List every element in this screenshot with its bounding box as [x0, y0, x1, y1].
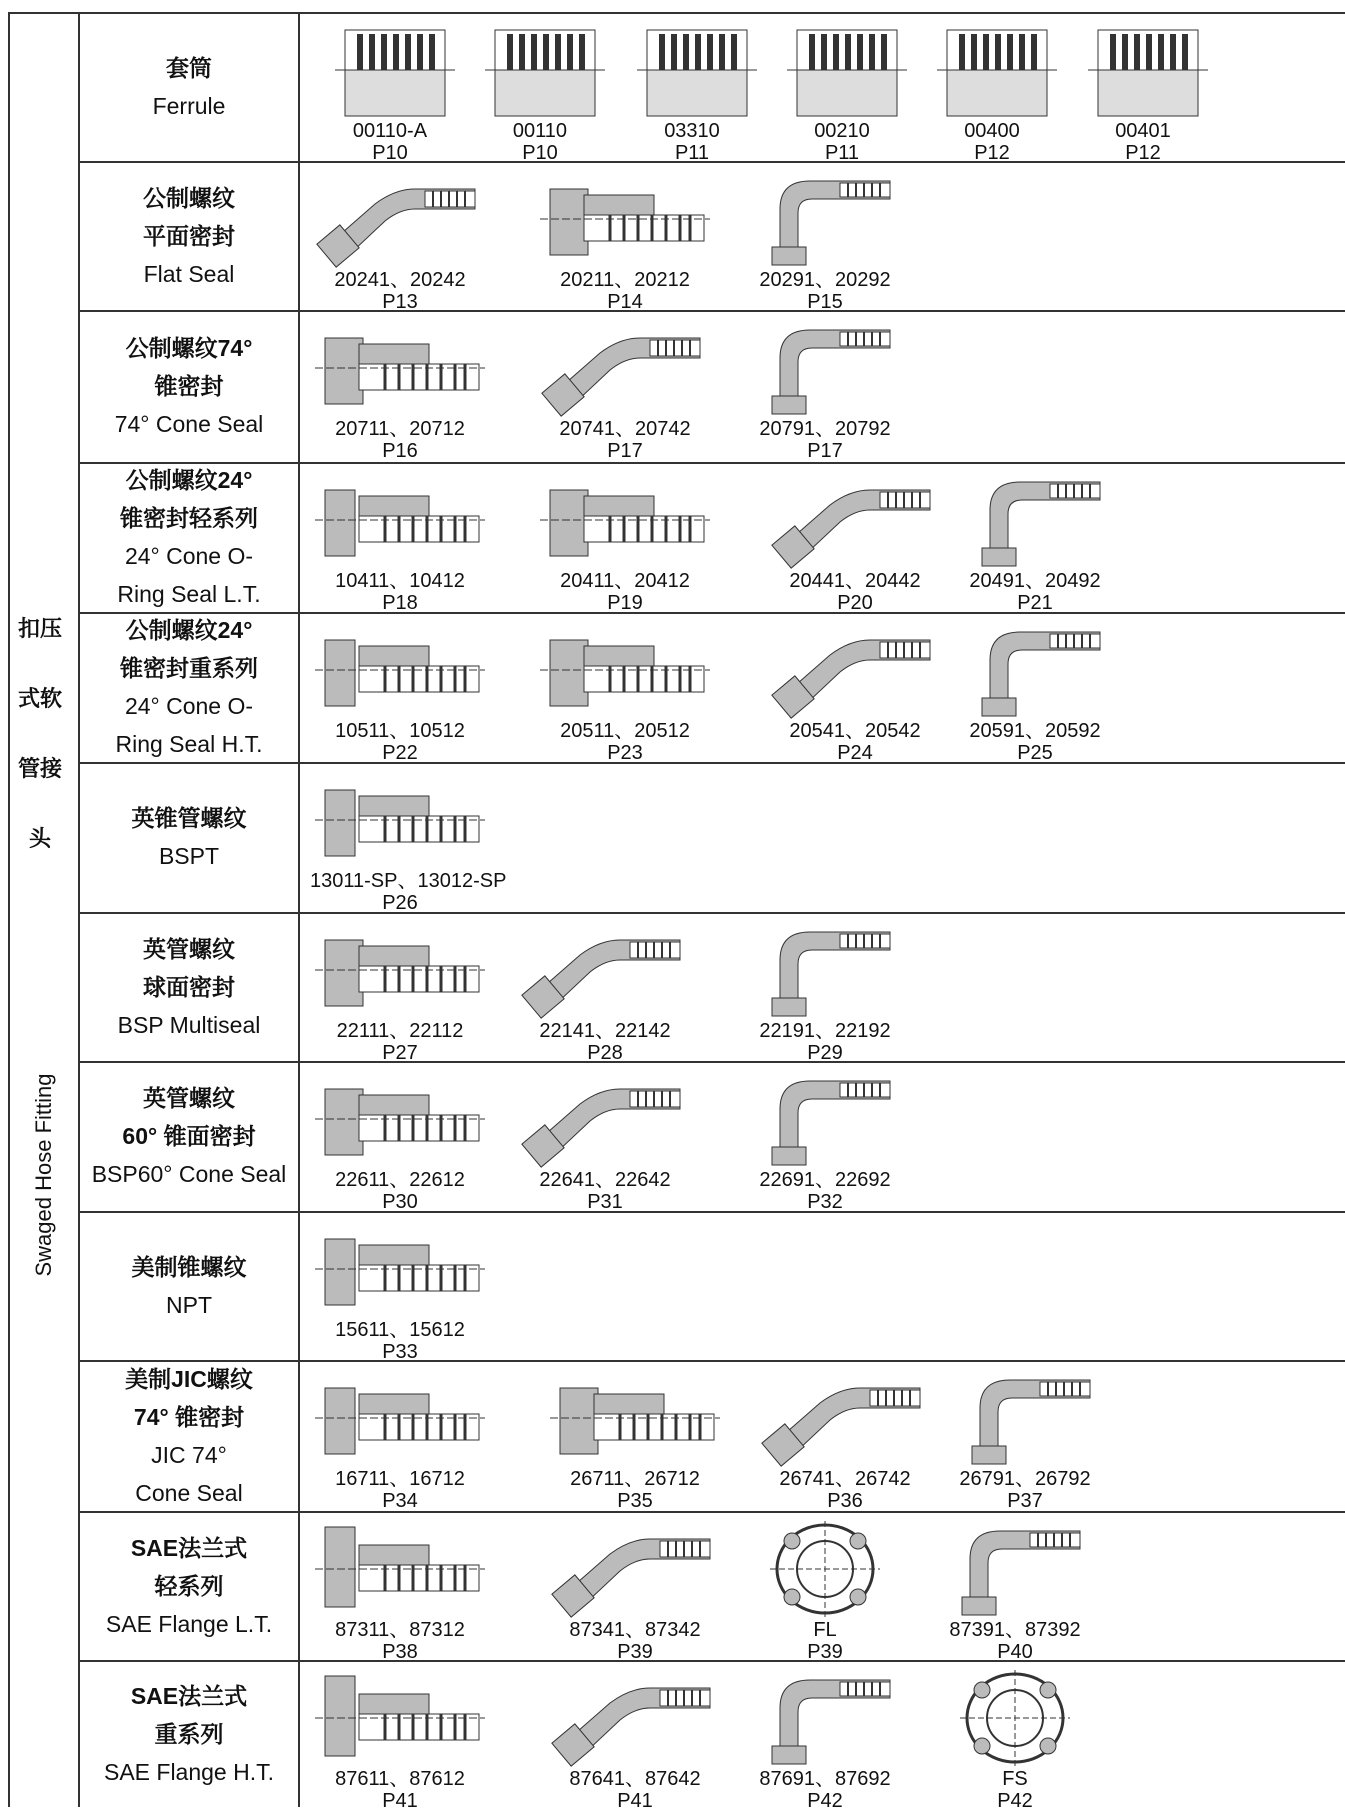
- part-number: 20511、20512: [560, 720, 690, 742]
- straight-female-fitting-icon: [540, 470, 710, 570]
- straight-male-fitting-icon: [315, 1368, 485, 1468]
- fitting-item: [945, 620, 1125, 764]
- part-number: 87341、87342: [569, 1619, 701, 1641]
- page-reference: P30: [382, 1191, 418, 1213]
- category-label-line: 公制螺纹24°: [125, 617, 253, 643]
- part-number: 26791、26792: [959, 1468, 1091, 1490]
- fitting-item: [545, 1519, 725, 1663]
- fitting-item: [535, 470, 715, 614]
- elbow-45-fitting-icon: [760, 1368, 930, 1468]
- page-reference: P17: [607, 440, 643, 462]
- fitting-item: [735, 1668, 915, 1812]
- page-reference: P17: [807, 440, 843, 462]
- category-label: [80, 1248, 298, 1324]
- category-label-line: BSPT: [158, 843, 220, 869]
- part-number: FL: [813, 1619, 837, 1641]
- category-label-line: BSP Multiseal: [117, 1011, 261, 1038]
- elbow-90-fitting-icon: [940, 1368, 1110, 1468]
- page-reference: P39: [617, 1641, 653, 1663]
- page-reference: P32: [807, 1191, 843, 1213]
- straight-female-fitting-icon: [540, 169, 710, 269]
- fitting-item: [1053, 20, 1233, 164]
- fitting-item: [310, 1219, 490, 1363]
- page-reference: P10: [372, 142, 408, 164]
- page-reference: P24: [837, 742, 873, 764]
- fitting-item: [310, 1668, 490, 1812]
- fitting-item: [755, 1368, 935, 1512]
- page-reference: P31: [587, 1191, 623, 1213]
- fitting-item: [735, 169, 915, 313]
- category-label: [80, 1529, 298, 1643]
- page-reference: P10: [522, 142, 558, 164]
- category-label: [80, 799, 298, 875]
- elbow-45-fitting-icon: [550, 1668, 720, 1768]
- page-reference: P37: [1007, 1490, 1043, 1512]
- part-number: 03310: [664, 120, 720, 142]
- fitting-item: [925, 1668, 1105, 1812]
- fitting-item: [545, 1668, 725, 1812]
- elbow-45-fitting-icon: [550, 1519, 720, 1619]
- page-reference: P39: [807, 1641, 843, 1663]
- section-label-en: Swaged Hose Fitting: [31, 1073, 56, 1277]
- flange-straight-fitting-icon: [315, 1519, 485, 1619]
- elbow-45-fitting-icon: [770, 470, 940, 570]
- category-label-line: 套筒: [166, 54, 212, 81]
- elbow-45-fitting-icon: [540, 318, 710, 418]
- fitting-item: [515, 920, 695, 1064]
- section-label-cn-line: 管接: [17, 756, 62, 781]
- part-number: 20791、20792: [759, 418, 891, 440]
- fitting-item: [535, 318, 715, 462]
- category-label: [80, 1079, 298, 1193]
- section-label-cn: [0, 612, 80, 892]
- part-number: 20241、20242: [334, 269, 466, 291]
- page-reference: P15: [807, 291, 843, 313]
- page-reference: P25: [1017, 742, 1053, 764]
- page-reference: P42: [997, 1790, 1033, 1812]
- part-number: 20711、20712: [335, 418, 465, 440]
- fitting-item: [925, 1519, 1105, 1663]
- part-number: 22691、22692: [759, 1169, 891, 1191]
- category-label-line: 74° 锥密封: [133, 1403, 245, 1430]
- category-label-line: 美制锥螺纹: [131, 1253, 247, 1280]
- part-number: 15611、15612: [335, 1319, 465, 1341]
- page-reference: P42: [807, 1790, 843, 1812]
- category-label: [80, 49, 298, 125]
- part-number: 20541、20542: [789, 720, 921, 742]
- fitting-item: [735, 1069, 915, 1213]
- category-label-line: 74° Cone Seal: [114, 411, 264, 437]
- fitting-item: [535, 620, 715, 764]
- part-number: 20411、20412: [560, 570, 690, 592]
- part-number: 26741、26742: [779, 1468, 911, 1490]
- page-reference: P21: [1017, 592, 1053, 614]
- elbow-90-fitting-icon: [740, 920, 910, 1020]
- fitting-item: [935, 1368, 1115, 1512]
- part-number: 00401: [1115, 120, 1171, 142]
- category-label-line: SAE法兰式: [130, 1682, 248, 1709]
- flange-straight-fitting-icon: [315, 1668, 485, 1768]
- fitting-item: [735, 318, 915, 462]
- category-label-line: 公制螺纹24°: [125, 467, 253, 493]
- fitting-item: [765, 620, 945, 764]
- elbow-90-fitting-icon: [740, 1668, 910, 1768]
- category-label-line: 平面密封: [143, 222, 235, 249]
- fitting-item: [310, 1368, 490, 1512]
- part-number: 00110: [512, 120, 568, 142]
- category-label-line: 球面密封: [143, 973, 235, 1000]
- fitting-item: [310, 470, 490, 614]
- row-divider: [78, 1061, 1345, 1063]
- fitting-item: [515, 1069, 695, 1213]
- part-number: 87691、87692: [759, 1768, 891, 1790]
- straight-female-fitting-icon: [550, 1368, 720, 1468]
- flange-clamp-icon: [930, 1668, 1100, 1768]
- straight-male-fitting-icon: [315, 470, 485, 570]
- fitting-item: [765, 470, 945, 614]
- row-divider: [78, 1211, 1345, 1213]
- category-label-line: SAE法兰式: [130, 1534, 248, 1561]
- category-label-line: Flat Seal: [143, 260, 235, 287]
- category-label: [80, 461, 298, 613]
- category-label-line: 锥密封轻系列: [120, 505, 258, 531]
- page-reference: P27: [382, 1042, 418, 1064]
- category-label-line: 60° 锥面密封: [122, 1123, 256, 1149]
- category-label-line: 锥密封: [154, 373, 224, 399]
- part-number: 87611、87612: [335, 1768, 465, 1790]
- category-label: [80, 329, 298, 443]
- category-label-line: 24° Cone O-: [124, 543, 254, 569]
- fitting-item: [735, 1519, 915, 1663]
- page-reference: P28: [587, 1042, 623, 1064]
- part-number: 00110-A: [352, 120, 428, 142]
- part-number: 13011-SP、13012-SP: [310, 870, 507, 892]
- category-label-line: 美制JIC螺纹: [125, 1365, 253, 1392]
- elbow-90-fitting-icon: [930, 1519, 1100, 1619]
- section-label-cn-line: 式软: [17, 686, 62, 711]
- category-label-line: SAE Flange H.T.: [103, 1758, 275, 1785]
- page-reference: P20: [837, 592, 873, 614]
- elbow-45-fitting-icon: [520, 1069, 690, 1169]
- part-number: 22141、22142: [539, 1020, 671, 1042]
- part-number: 10511、10512: [335, 720, 465, 742]
- straight-male-fitting-icon: [315, 770, 485, 870]
- category-label-line: 英管螺纹: [143, 1085, 235, 1111]
- part-number: 87311、87312: [335, 1619, 465, 1641]
- page-reference: P26: [382, 892, 418, 914]
- section-label-cn-line: 头: [28, 826, 51, 851]
- part-number: 10411、10412: [335, 570, 465, 592]
- fitting-item: [310, 920, 490, 1064]
- elbow-90-fitting-icon: [950, 470, 1120, 570]
- page-reference: P34: [382, 1490, 418, 1512]
- elbow-45-fitting-icon: [315, 169, 485, 269]
- part-number: 20591、20592: [969, 720, 1101, 742]
- category-label: [80, 179, 298, 293]
- fitting-item: [310, 770, 507, 914]
- straight-male-fitting-icon: [315, 620, 485, 720]
- category-label-line: Ferrule: [152, 92, 226, 119]
- category-label-line: 24° Cone O-: [124, 693, 254, 719]
- part-number: 00210: [814, 120, 870, 142]
- straight-male-fitting-icon: [315, 1219, 485, 1319]
- part-number: 20211、20212: [560, 269, 690, 291]
- page-reference: P18: [382, 592, 418, 614]
- straight-female-fitting-icon: [315, 920, 485, 1020]
- part-number: 00400: [964, 120, 1020, 142]
- page-reference: P14: [607, 291, 643, 313]
- fitting-item: [735, 920, 915, 1064]
- straight-female-fitting-icon: [315, 1069, 485, 1169]
- elbow-90-fitting-icon: [950, 620, 1120, 720]
- category-label-line: 锥密封重系列: [120, 655, 258, 681]
- category-label-line: BSP60° Cone Seal: [91, 1161, 287, 1187]
- part-number: 87391、87392: [949, 1619, 1081, 1641]
- ferrule-icon: [907, 20, 1077, 120]
- category-label-line: 英锥管螺纹: [131, 805, 247, 831]
- category-label-line: 轻系列: [154, 1572, 224, 1599]
- fitting-item: [310, 1069, 490, 1213]
- page-reference: P22: [382, 742, 418, 764]
- page-reference: P11: [824, 142, 860, 164]
- page-reference: P29: [807, 1042, 843, 1064]
- fitting-item: [310, 620, 490, 764]
- elbow-45-fitting-icon: [520, 920, 690, 1020]
- category-label-line: JIC 74°: [151, 1441, 227, 1468]
- section-label-cn-line: 扣压: [17, 616, 62, 641]
- category-label-line: NPT: [166, 1291, 212, 1318]
- category-label-line: Ring Seal H.T.: [115, 731, 263, 757]
- category-label-line: Ring Seal L.T.: [117, 581, 261, 607]
- page-reference: P12: [1125, 142, 1161, 164]
- page-reference: P36: [827, 1490, 863, 1512]
- category-label-line: SAE Flange L.T.: [105, 1610, 273, 1637]
- page-reference: P33: [382, 1341, 418, 1363]
- part-number: 20491、20492: [969, 570, 1101, 592]
- category-label-line: Cone Seal: [135, 1479, 243, 1506]
- fitting-item: [310, 1519, 490, 1663]
- flange-clamp-icon: [740, 1519, 910, 1619]
- category-label: [80, 1360, 298, 1512]
- category-label-line: 英管螺纹: [143, 935, 235, 962]
- category-label-line: 公制螺纹74°: [125, 335, 253, 361]
- category-label: [80, 1677, 298, 1791]
- page-reference: P40: [997, 1641, 1033, 1663]
- fitting-item: [310, 318, 490, 462]
- part-number: 26711、26712: [570, 1468, 700, 1490]
- page-reference: P19: [607, 592, 643, 614]
- part-number: FS: [1002, 1768, 1028, 1790]
- ferrule-icon: [455, 20, 625, 120]
- page-reference: P11: [674, 142, 710, 164]
- page-reference: P13: [382, 291, 418, 313]
- page-reference: P41: [617, 1790, 653, 1812]
- elbow-90-fitting-icon: [740, 1069, 910, 1169]
- part-number: 22611、22612: [335, 1169, 465, 1191]
- part-number: 20741、20742: [559, 418, 691, 440]
- straight-female-fitting-icon: [540, 620, 710, 720]
- category-label: [80, 930, 298, 1044]
- part-number: 87641、87642: [569, 1768, 701, 1790]
- category-label-line: 重系列: [154, 1720, 224, 1747]
- row-divider: [78, 912, 1345, 914]
- fitting-item: [310, 169, 490, 313]
- fitting-item: [945, 470, 1125, 614]
- table-left-border: [8, 12, 10, 1807]
- part-number: 22111、22112: [336, 1020, 464, 1042]
- fitting-item: [535, 169, 715, 313]
- elbow-90-fitting-icon: [740, 169, 910, 269]
- part-number: 22191、22192: [759, 1020, 891, 1042]
- part-number: 22641、22642: [539, 1169, 671, 1191]
- page-reference: P35: [617, 1490, 653, 1512]
- fitting-item: [545, 1368, 725, 1512]
- part-number: 20291、20292: [759, 269, 891, 291]
- elbow-90-fitting-icon: [740, 318, 910, 418]
- page-reference: P38: [382, 1641, 418, 1663]
- elbow-45-fitting-icon: [770, 620, 940, 720]
- page-reference: P16: [382, 440, 418, 462]
- page-reference: P23: [607, 742, 643, 764]
- part-number: 16711、16712: [335, 1468, 465, 1490]
- page-reference: P12: [974, 142, 1010, 164]
- table-top-border: [8, 12, 1345, 14]
- ferrule-icon: [1058, 20, 1228, 120]
- category-label: [80, 611, 298, 763]
- category-label-line: 公制螺纹: [143, 184, 235, 211]
- page-reference: P41: [382, 1790, 418, 1812]
- straight-female-fitting-icon: [315, 318, 485, 418]
- label-column-divider: [298, 12, 300, 1807]
- part-number: 20441、20442: [789, 570, 921, 592]
